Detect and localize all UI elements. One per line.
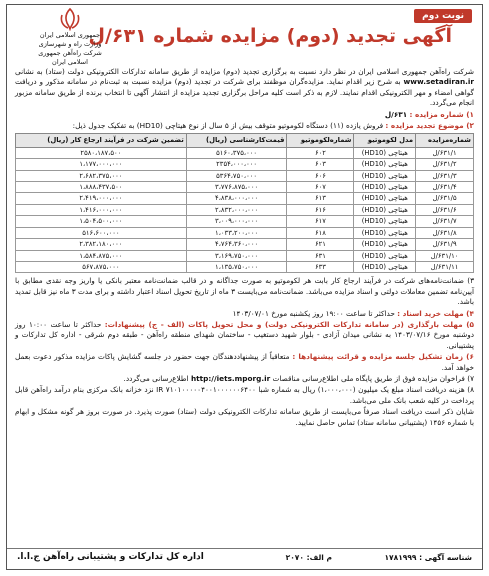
notice-page: [6, 4, 483, 570]
section-text: شایان ذکر است دریافت اسناد صرفاً می‌بایست از طریق سامانه تدارکات الکترونیکی دولت (ستاد) صورت پذیرد. در صورت بروز هر گونه مشکل و ابهام با شماره ۱۴۵۶ (پشتیبانی سامانه ستاد) تماس حاصل نمایید.: [15, 407, 474, 427]
table-cell: ۱،۵۸۴،۸۷۵،۰۰۰: [16, 250, 187, 261]
table-cell: ۲،۸۳۲،۰۰۰،۰۰۰: [186, 204, 287, 215]
table-cell: ۱،۱۷۷،۰۰۰،۰۰۰: [16, 159, 187, 170]
table-row: [16, 170, 474, 181]
table-cell: ۶۰۳: [287, 159, 354, 170]
section-title: ۲) موضوع تجدید مزایده :: [385, 121, 474, 131]
iets-link[interactable]: http://iets.mporg.ir: [190, 373, 271, 383]
section-9: [15, 407, 474, 428]
table-cell: هیتاچی (HD10): [354, 147, 416, 158]
table-row: [16, 159, 474, 170]
org-line: اسلامی ایران: [52, 58, 88, 66]
table-body: [16, 147, 474, 272]
table-cell: ۳،۷۷۶،۸۷۵،۰۰۰: [186, 182, 287, 193]
table-header-row: [16, 134, 474, 147]
table-row: [16, 147, 474, 158]
section-title: ۴) مهلت خرید اسناد :: [397, 308, 474, 318]
section-7: [15, 374, 474, 384]
table-cell: ۶۳۱/۵/ل: [416, 193, 474, 204]
table-cell: ۶۰۶: [287, 170, 354, 181]
table-cell: ۳،۱۶۹،۷۵۰،۰۰۰: [186, 250, 287, 261]
column-header: شماره‌لکوموتیو: [287, 134, 354, 147]
org-line: شرکت راه‌آهن جمهوری: [38, 49, 102, 57]
table-row: [16, 216, 474, 227]
section-text: ۷) فراخوان مزایده فوق از طریق پایگاه ملی اطلاع‌رسانی مناقصات: [272, 373, 474, 383]
table-cell: ۲۳۵۴،۰۰۰،۰۰۰: [186, 159, 287, 170]
table-cell: ۱،۸۸۸،۴۳۷،۵۰۰: [16, 182, 187, 193]
table-cell: هیتاچی (HD10): [354, 250, 416, 261]
table-row: [16, 193, 474, 204]
table-cell: ۶۱۷: [287, 216, 354, 227]
section-text: متعاقباً از پیشنهاددهندگان جهت حضور در جلسه گشایش پاکات مزایده مذکور دعوت بعمل خواهد آمد.: [15, 352, 474, 372]
footer: [7, 548, 482, 569]
table-cell: ۶۳۱/۱/ل: [416, 147, 474, 158]
section-text: ۳) ضمانت‌نامه‌های شرکت در فرآیند ارجاع کار بابت هر لکوموتیو به صورت جداگانه و در قالب ضمانت‌نامه معتبر بانکی یا واریز وجه نقدی مطابق با آیین‌نامه تضمین معاملات دولتی و اسناد مزایده می‌باشد. ضمانت‌نامه می‌بایست ۳ ماه از تاریخ تحویل اسناد اعتبار داشته و برای مدت ۳ ماه نیز قابل تمدید باشد.: [15, 276, 474, 307]
table-cell: ۶۳۱/۱۱/ل: [416, 261, 474, 272]
section-8: [15, 385, 474, 406]
intro-text: به شرح زیر اقدام نماید. مزایده‌گران موظفند برای شرکت در تجدید (دوم) مزایده نسبت به ثبت‌نام در سامانه مذکور و دریافت گواهی امضاء و مهر الکترونیکی اقدام نمایند. لازم به ذکر است کلیه مراحل برگزاری تجدید مزایده از انتشار آگهی تا انتخاب برنده از طریق سامانه مزبور انجام می‌گردد.: [15, 77, 474, 108]
table-cell: هیتاچی (HD10): [354, 159, 416, 170]
intro-text: شرکت راه‌آهن جمهوری اسلامی ایران در نظر دارد نسبت به برگزاری تجدید (دوم) مزایده از طریق سامانه تدارکات الکترونیکی دولت (ستاد) به نشانی: [15, 67, 474, 76]
org-line: وزارت راه و شهرسازی: [38, 40, 102, 48]
table-row: [16, 239, 474, 250]
table-cell: ۱،۴۱۶،۰۰۰،۰۰۰: [16, 204, 187, 215]
section-6: [15, 352, 474, 373]
table-cell: هیتاچی (HD10): [354, 170, 416, 181]
notice-title: آگهی تجدید (دوم) مزایده شماره ۶۳۱/ل: [88, 25, 452, 47]
section-title: ۶) زمان تشکیل جلسه مزایده و قرائت پیشنهادها :: [292, 352, 474, 362]
column-header: مدل لکوموتیو: [354, 134, 416, 147]
table-cell: ۵۱۶،۶۰۰،۰۰۰: [16, 227, 187, 238]
table-cell: ۱،۰۳۳،۲۰۰،۰۰۰: [186, 227, 287, 238]
table-cell: ۳،۰۰۹،۰۰۰،۰۰۰: [186, 216, 287, 227]
table-row: [16, 250, 474, 261]
table-cell: ۴،۷۶۴،۳۶۰،۰۰۰: [186, 239, 287, 250]
section-4: [15, 309, 474, 319]
intro-paragraph: [15, 67, 474, 109]
table-cell: هیتاچی (HD10): [354, 239, 416, 250]
section-1: [15, 110, 474, 120]
table-row: [16, 227, 474, 238]
table-cell: ۶۳۳: [287, 261, 354, 272]
section-2: [15, 121, 474, 131]
table-cell: هیتاچی (HD10): [354, 227, 416, 238]
table-cell: ۶۳۱/۳/ل: [416, 170, 474, 181]
column-header: شماره‌مزایده: [416, 134, 474, 147]
section-text: ۸) هزینه دریافت اسناد مبلغ یک میلیون (۱،۰۰۰،۰۰۰) ریال به شماره شبا IR ۷۱۰۱۰۰۰۰۰۴۰۰۱۰۰۰۰۰۰۶۴۰۰ نزد خزانه بانک مرکزی بنام درآمد راه‌آهن قابل پرداخت در کلیه شعب بانک ملی می‌باشد.: [15, 385, 474, 405]
table-cell: ۲۵۸۰،۱۸۷،۵۰۰: [16, 147, 187, 158]
table-cell: هیتاچی (HD10): [354, 204, 416, 215]
section-text: حداکثر تا ساعت ۱۰:۰۰ روز دوشنبه مورخ ۱۴۰۳/۰۷/۱۶ به نشانی میدان آزادی - بلوار شهید دستغیب - ساختمان شهدای منطقه راه‌آهن - طبقه دوم شرقی - اداره کل تدارکات و پشتیبانی.: [15, 319, 474, 350]
table-cell: ۶۳۱/۹/ل: [416, 239, 474, 250]
table-cell: ۶۳۱: [287, 250, 354, 261]
table-cell: هیتاچی (HD10): [354, 261, 416, 272]
notice-tag: نوبت دوم: [414, 9, 472, 23]
table-cell: ۵۶۷،۸۷۵،۰۰۰: [16, 261, 187, 272]
table-cell: ۶۳۱/۸/ل: [416, 227, 474, 238]
table-row: [16, 204, 474, 215]
auction-number: ۶۳۱/ل: [384, 109, 408, 119]
table-cell: ۶۱۸: [287, 227, 354, 238]
section-text: حداکثر تا ساعت ۱۹:۰۰ روز یکشنبه مورخ ۱۴۰۳/۰۷/۰۱: [232, 308, 395, 318]
table-cell: ۶۳۱/۶/ل: [416, 204, 474, 215]
header: [7, 5, 482, 66]
table-cell: ۶۲۱: [287, 239, 354, 250]
table-cell: ۲،۳۸۲،۱۸۰،۰۰۰: [16, 239, 187, 250]
org-line: جمهوری اسلامی ایران: [39, 31, 101, 39]
table-cell: ۶۱۳: [287, 193, 354, 204]
column-header: تضمین شرکت در فرآیند ارجاع کار (ریال): [16, 134, 187, 147]
section-text: اطلاع‌رسانی می‌گردد.: [123, 373, 189, 383]
table-row: [16, 261, 474, 272]
table-cell: هیتاچی (HD10): [354, 182, 416, 193]
section-5: [15, 320, 474, 351]
table-cell: ۱،۱۳۵،۷۵۰،۰۰۰: [186, 261, 287, 272]
iran-emblem-icon: [57, 7, 83, 31]
table-cell: ۵۱۶۰،۳۷۵،۰۰۰: [186, 147, 287, 158]
section-title: ۱) شماره مزایده :: [409, 109, 474, 119]
notice-code: م الف: ۲۰۷۰: [285, 553, 332, 562]
table-cell: ۲،۶۸۲،۳۷۵،۰۰۰: [16, 170, 187, 181]
table-cell: هیتاچی (HD10): [354, 216, 416, 227]
notice-body: [15, 67, 474, 429]
section-3: [15, 276, 474, 307]
table-row: [16, 182, 474, 193]
table-cell: ۶۳۱/۴/ل: [416, 182, 474, 193]
table-cell: ۱،۵۰۴،۵۰۰،۰۰۰: [16, 216, 187, 227]
footer-org: اداره کل تدارکات و پشتیبانی راه‌آهن ج.ا.ا.: [17, 552, 204, 562]
section-title: ۵) مهلت بارگذاری (در سامانه تدارکات الکترونیکی دولت) و محل تحویل پاکات (الف - ج) پیشنهادات:: [104, 319, 474, 329]
setad-link[interactable]: www.setadiran.ir: [403, 77, 475, 87]
table-cell: ۶۳۱/۷/ل: [416, 216, 474, 227]
table-cell: ۶۳۱/۲/ل: [416, 159, 474, 170]
notice-id: شناسه آگهی : ۱۷۸۱۹۹۹: [384, 553, 472, 562]
table-cell: ۶۱۶: [287, 204, 354, 215]
table-cell: ۶۰۷: [287, 182, 354, 193]
locomotive-table: [15, 133, 474, 273]
column-header: قیمت‌کارشناسی (ریال): [186, 134, 287, 147]
table-cell: ۶۰۲: [287, 147, 354, 158]
section-text: فروش یازده (۱۱) دستگاه لکوموتیو متوقف بیش از ۵ سال از نوع هیتاچی (HD10) به تفکیک جدول ذیل:: [72, 121, 384, 131]
table-cell: ۴،۸۳۸،۰۰۰،۰۰۰: [186, 193, 287, 204]
org-emblem: [21, 7, 119, 67]
table-cell: ۶۳۱/۱۰/ل: [416, 250, 474, 261]
table-cell: ۲،۴۱۹،۰۰۰،۰۰۰: [16, 193, 187, 204]
table-cell: هیتاچی (HD10): [354, 193, 416, 204]
table-cell: ۵۳۶۴،۷۵۰،۰۰۰: [186, 170, 287, 181]
